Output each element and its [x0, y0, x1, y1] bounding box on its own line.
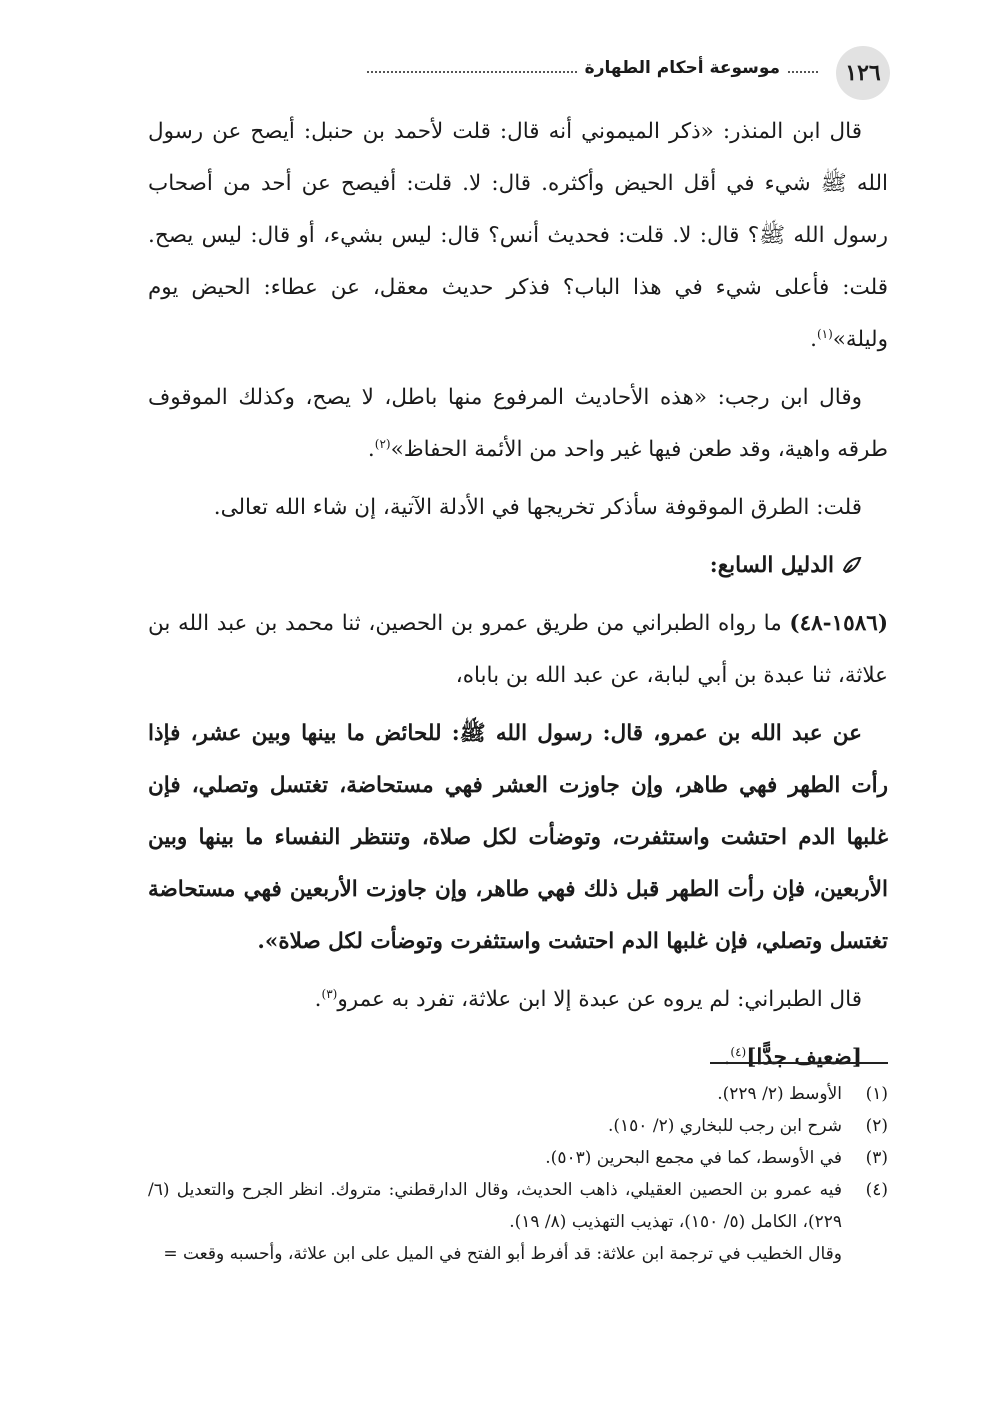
footnote-continuation: وقال الخطيب في ترجمة ابن علاثة: قد أفرط أبو الفتح في الميل على ابن علاثة، وأحسبه وقعت =: [163, 1244, 842, 1264]
paragraph-grade: [ضعيف جدًّا]$^{(٤)}$.: [723, 1044, 862, 1070]
paragraph-hadith-text: عن عبد الله بن عمرو، قال: رسول الله ﷺ: للحائض ما بينها وبين عشر، فإذا رأت الطهر فهي طاهر، وإن جاوزت العشر فهي مستحاضة، تغتسل وتصلي، فإن غلبها الدم احتشت واستثفرت، وتوضأت لكل صلاة، وتنتظر النفساء ما بينها وبين الأربعين، فإن رأت الطهر قبل ذلك فهي طاهر، وإن جاوزت الأربعين فهي مستحاضة تغتسل وتصلي، فإن غلبها الدم احتشت واستثفرت وتوضأت لكل صلاة».: [148, 721, 888, 954]
footnote-number: (٢): [865, 1116, 888, 1136]
paragraph-author-note: قلت: الطرق الموقوفة سأذكر تخريجها في الأدلة الآتية، إن شاء الله تعالى.: [213, 495, 862, 520]
footnote-item: [148, 1174, 888, 1238]
footnote-ref-1[interactable]: (١): [816, 326, 833, 341]
footnote-ref-3[interactable]: (٣): [321, 986, 338, 1001]
paragraph-tabarani: قال الطبراني: لم يروه عن عبدة إلا ابن علاثة، تفرد به عمرو$^{(٣)}$.: [314, 986, 862, 1012]
footnotes: [148, 1078, 888, 1270]
paragraph-ibn-almundhir: قال ابن المنذر: «ذكر الميموني أنه قال: قلت لأحمد بن حنبل: أيصح عن رسول الله ﷺ شيء في أقل الحيض وأكثره. قال: لا. قلت: أفيصح عن أحد من أصحاب رسول الله ﷺ؟ قال: لا. قلت: فحديث أنس؟ قال: ليس بشيء، أو قال: ليس يصح. قلت: فأعلى شيء في هذا الباب؟ فذكر حديث معقل، عن عطاء: الحيض يوم وليلة»$^{(١)}$.: [148, 119, 888, 352]
footnote-text: فيه عمرو بن الحصين العقيلي، ذاهب الحديث، وقال الدارقطني: متروك. انظر الجرح والتعديل (٦/ ٢٢٩)، الكامل (٥/ ١٥٠)، تهذيب التهذيب (٨/ ١٩).: [148, 1180, 842, 1232]
leader-dots-right: [788, 71, 818, 73]
hadith-number: (١٥٨٦-٤٨): [789, 611, 888, 636]
running-title: [367, 58, 818, 78]
page-header: [140, 46, 890, 98]
footnote-number: (٣): [865, 1148, 888, 1168]
grade-label: [ضعيف جدًّا]: [746, 1045, 862, 1070]
section-heading: [148, 540, 888, 592]
page-number: ١٢٦: [836, 46, 890, 100]
heading-text: الدليل السابع:: [709, 553, 834, 578]
footnote-item: [148, 1078, 888, 1110]
footnote-ref-2[interactable]: (٢): [374, 436, 391, 451]
footnote-number: (١): [865, 1084, 888, 1104]
leaf-icon: [842, 556, 862, 576]
main-text: [148, 106, 888, 1090]
footnote-text: الأوسط (٢/ ٢٢٩).: [717, 1084, 842, 1104]
book-title: موسوعة أحكام الطهارة: [584, 58, 780, 78]
footnote-ref-4[interactable]: (٤): [730, 1044, 747, 1059]
footnote-item: [148, 1110, 888, 1142]
footnote-text: في الأوسط، كما في مجمع البحرين (٥٠٣).: [545, 1148, 842, 1168]
paragraph-ibn-rajab: وقال ابن رجب: «هذه الأحاديث المرفوع منها باطل، لا يصح، وكذلك الموقوف طرقه واهية، وقد طعن فيها غير واحد من الأئمة الحفاظ»$^{(٢)}$.: [148, 385, 888, 462]
leader-dots-left: [367, 71, 577, 73]
footnote-text: شرح ابن رجب للبخاري (٢/ ١٥٠).: [608, 1116, 842, 1136]
paragraph-isnad: (١٥٨٦-٤٨) ما رواه الطبراني من طريق عمرو بن الحصين، ثنا محمد بن عبد الله بن علاثة، ثنا عبدة بن أبي لبابة، عن عبد الله بن باباه،: [148, 611, 888, 688]
footnote-item: [148, 1142, 888, 1174]
footnote-divider: [710, 1062, 888, 1064]
footnote-number: (٤): [865, 1180, 888, 1200]
